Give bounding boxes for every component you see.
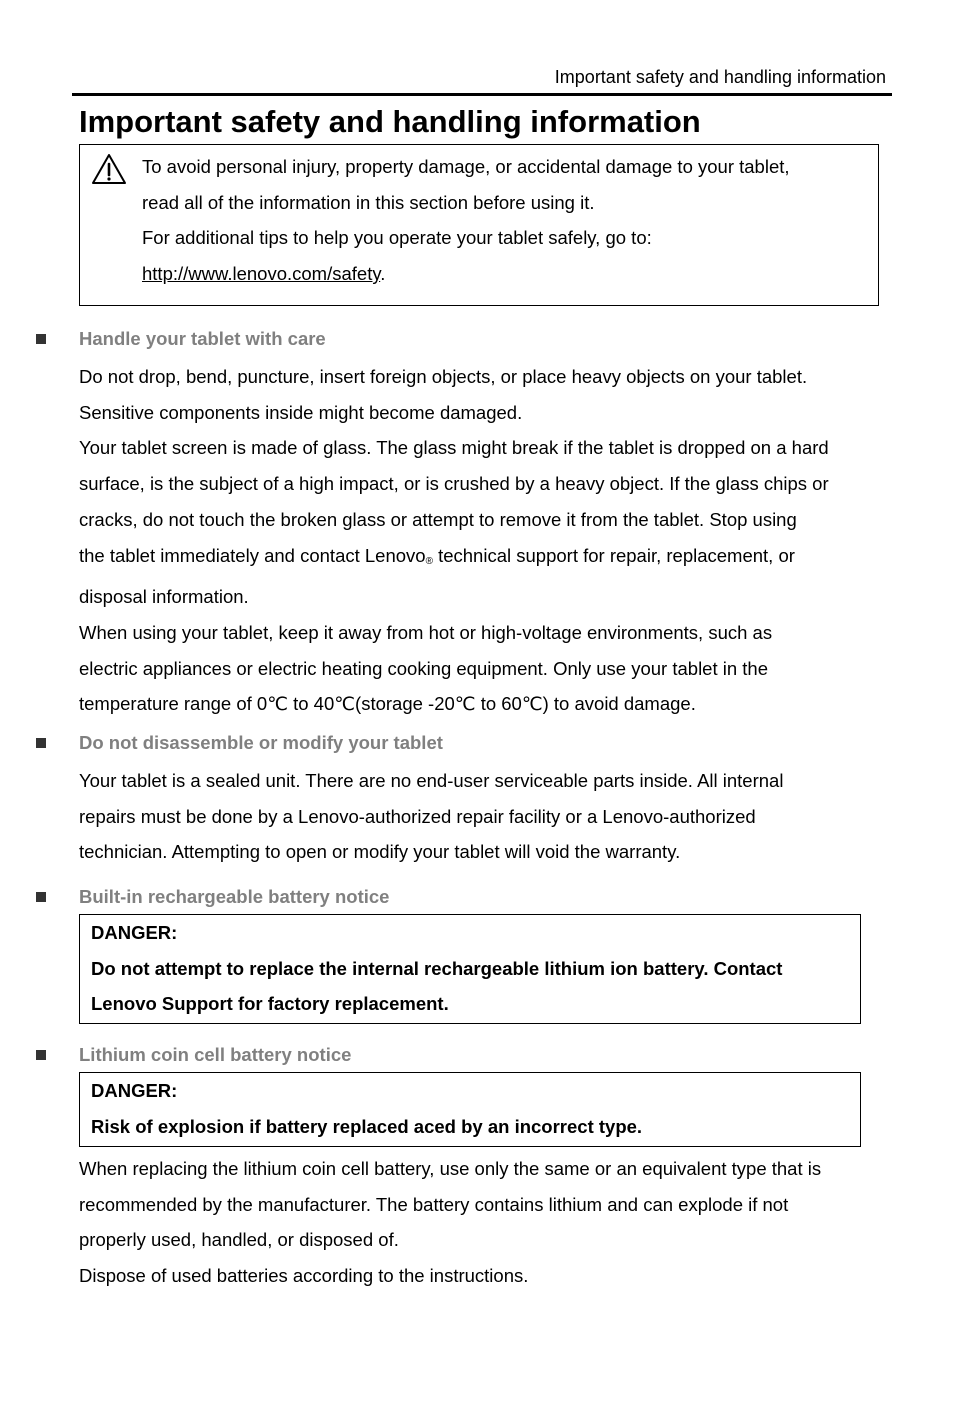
danger-text: Do not attempt to replace the internal rechargeable lithium ion battery. Contact [91, 957, 783, 979]
body-line: Your tablet screen is made of glass. The glass might break if the tablet is dropped on a hard [79, 437, 829, 459]
body-line: disposal information. [79, 586, 249, 608]
page-title: Important safety and handling information [79, 104, 701, 139]
section-heading-text: Built-in rechargeable battery notice [79, 886, 390, 907]
intro-notice-box [79, 144, 879, 306]
registered-mark: ® [425, 555, 433, 567]
body-line: Your tablet is a sealed unit. There are no end-user serviceable parts inside. All internal [79, 770, 784, 791]
section-heading-text: Lithium coin cell battery notice [79, 1044, 352, 1065]
body-line: Dispose of used batteries according to the instructions. [79, 1265, 529, 1287]
square-bullet-icon [36, 1050, 46, 1060]
body-line: When using your tablet, keep it away from hot or high-voltage environments, such as [79, 621, 773, 643]
square-bullet-icon [36, 738, 46, 748]
danger-text: Risk of explosion if battery replaced aced by an incorrect type. [91, 1115, 643, 1137]
intro-link-line [142, 256, 868, 292]
body-line: Sensitive components inside might become damaged. [79, 401, 523, 423]
body-line: temperature range of 0℃ to 40℃(storage -20℃ to 60℃) to avoid damage. [79, 693, 696, 715]
body-line: When replacing the lithium coin cell battery, use only the same or an equivalent type that is [79, 1158, 822, 1179]
warning-triangle-icon [91, 153, 127, 185]
body-text: technical support for repair, replacement, or [432, 544, 795, 566]
body-line: cracks, do not touch the broken glass or attempt to remove it from the tablet. Stop using [79, 508, 797, 530]
intro-text [142, 149, 868, 292]
body-line: Do not drop, bend, puncture, insert foreign objects, or place heavy objects on your tablet. [79, 366, 808, 387]
running-header: Important safety and handling information [554, 67, 886, 87]
square-bullet-icon [36, 892, 46, 902]
body-line: electric appliances or electric heating cooking equipment. Only use your tablet in the [79, 657, 768, 679]
body-text: the tablet immediately and contact Lenovo [79, 544, 426, 566]
intro-line: To avoid personal injury, property damage, or accidental damage to your tablet, [142, 156, 790, 177]
link-suffix: . [380, 263, 386, 285]
section-heading-text: Handle your tablet with care [79, 328, 326, 349]
body-line [79, 538, 894, 580]
handle-paragraph [79, 359, 894, 722]
body-line: properly used, handled, or disposed of. [79, 1229, 399, 1251]
header-rule [72, 93, 892, 96]
coin-paragraph [79, 1151, 894, 1294]
square-bullet-icon [36, 334, 46, 344]
body-line: recommended by the manufacturer. The battery contains lithium and can explode if not [79, 1193, 789, 1215]
safety-link[interactable]: http://www.lenovo.com/safety [142, 263, 381, 285]
intro-line: read all of the information in this section before using it. [142, 191, 595, 213]
body-line: surface, is the subject of a high impact, or is crushed by a heavy object. If the glass chips or [79, 473, 829, 495]
danger-box-battery [79, 914, 861, 1024]
danger-box-coin [79, 1072, 861, 1147]
danger-label: DANGER: [91, 1080, 178, 1101]
intro-line: For additional tips to help you operate your tablet safely, go to: [142, 227, 652, 249]
disassemble-paragraph [79, 763, 894, 870]
body-line: repairs must be done by a Lenovo-authorized repair facility or a Lenovo-authorized [79, 805, 756, 827]
section-heading-text: Do not disassemble or modify your tablet [79, 732, 443, 753]
danger-text: Lenovo Support for factory replacement. [91, 993, 449, 1015]
danger-label: DANGER: [91, 922, 178, 943]
body-line: technician. Attempting to open or modify your tablet will void the warranty. [79, 841, 681, 863]
